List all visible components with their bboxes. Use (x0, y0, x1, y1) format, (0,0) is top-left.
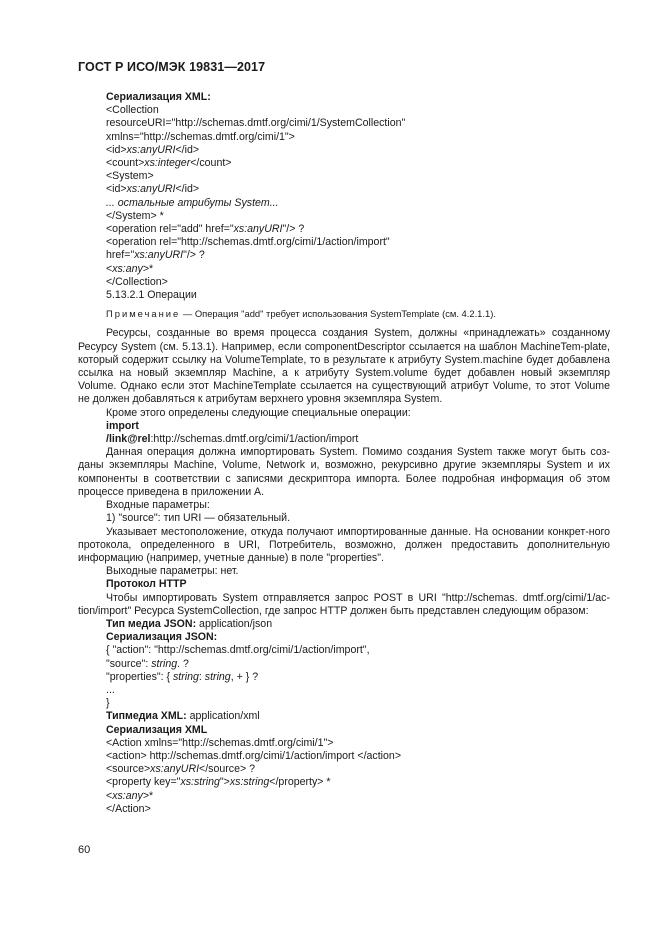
note-text: — Операция "add" требует использования SystemTemplate (см. 4.2.1.1). (180, 308, 496, 320)
page-header: ГОСТ Р ИСО/МЭК 19831—2017 (78, 60, 266, 74)
code-line: </Collection> (106, 275, 168, 288)
paragraph: Чтобы импортировать System отправляется запрос POST в URI "http://schemas. dmtf.org/cimi/1/ac-tion/import" Ресурса SystemCollection, где запрос HTTP должен быть представлен следующим образом: (78, 591, 610, 617)
code-line: <xs:any>* (106, 262, 154, 275)
page-number: 60 (78, 844, 91, 856)
code-line: <property key="xs:string">xs:string</property> * (106, 776, 331, 789)
http-heading: Протокол HTTP (106, 578, 187, 591)
note-label: Примечание (106, 308, 181, 320)
code-line: <operation rel="add" href="xs:anyURI"/> ? (106, 223, 305, 236)
json-media-type: Тип медиа JSON: application/json (106, 617, 273, 630)
code-line: </Action> (106, 802, 151, 815)
paragraph: Входные параметры: (106, 499, 210, 512)
paragraph: 1) "source": тип URI — обязательный. (106, 512, 291, 525)
section-number: 5.13.2.1 Операции (106, 289, 197, 302)
page-body (78, 91, 610, 816)
paragraph: Кроме этого определены следующие специальные операции: (106, 406, 411, 419)
paragraph: Ресурсы, созданные во время процесса создания System, должны «принадлежать» созданному Ресурсу System (см. 5.13.1). Например, если componentDescriptor ссылается на шаблон MachineTem-plate, который содержит ссылку на VolumeTemplate, то в результате к атрибуту System.machine будет добавлена ссылка на новый экземпляр Machine, а к атрибуту System.volume будет добавлен новый экземпляр Volume. Однако если этот MachineTemplate ссылается на существующий атрибут Volume, то этот Volume не должен добавляться к атрибутам верхнего уровня экземпляра System. (78, 327, 610, 406)
operation-name: import (106, 419, 139, 432)
code-line: { "action": "http://schemas.dmtf.org/cimi/1/action/import", (106, 644, 370, 657)
code-line: <Action xmlns="http://schemas.dmtf.org/cimi/1"> (106, 736, 334, 749)
code-line: ... (106, 683, 115, 696)
code-line: <id>xs:anyURI</id> (106, 183, 200, 196)
code-line: <operation rel="http://schemas.dmtf.org/cimi/1/action/import" (106, 236, 390, 249)
note (78, 307, 610, 320)
code-line: <xs:any>* (106, 789, 154, 802)
operation-link: /link@rel:http://schemas.dmtf.org/cimi/1/action/import (106, 433, 359, 446)
code-line: xmlns="http://schemas.dmtf.org/cimi/1"> (106, 130, 295, 143)
json-serialization-heading: Сериализация JSON: (106, 631, 218, 644)
code-line: <count>xs:integer</count> (106, 157, 232, 170)
code-line: <source>xs:anyURI</source> ? (106, 763, 255, 776)
code-line: <System> (106, 170, 154, 183)
code-line: <action> http://schemas.dmtf.org/cimi/1/action/import </action> (106, 749, 402, 762)
code-line: href="xs:anyURI"/> ? (106, 249, 205, 262)
code-line: } (106, 697, 110, 710)
code-line: <id>xs:anyURI</id> (106, 143, 200, 156)
xml-serialization-heading-2: Сериализация XML (106, 723, 208, 736)
xml-serialization-heading: Сериализация XML: (106, 91, 211, 103)
code-line: ... остальные атрибуты System... (106, 196, 279, 209)
code-line: resourceURI="http://schemas.dmtf.org/cimi/1/SystemCollection" (106, 117, 406, 130)
code-line: <Collection (106, 104, 159, 117)
code-line: "properties": { string: string, + } ? (106, 670, 259, 683)
code-line: "source": string. ? (106, 657, 189, 670)
paragraph: Данная операция должна импортировать System. Помимо создания System также могут быть соз-даны экземпляры Machine, Volume, Network и, возможно, рекурсивно другие экземпляры System и их компоненты в соответствии с записями дескриптора импорта. Более подробная информация об этом процессе приведена в приложении А. (78, 446, 610, 498)
code-line: </System> * (106, 209, 164, 222)
paragraph: Указывает местоположение, откуда получают импортированные данные. На основании конкрет-ного протокола, определенного в URI, Потребитель, возможно, должен предоставить дополнительную информацию (например, учетные данные) в поле "properties". (78, 525, 610, 564)
xml-media-type: Типмедиа XML: application/xml (106, 710, 260, 723)
paragraph: Выходные параметры: нет. (106, 565, 239, 578)
